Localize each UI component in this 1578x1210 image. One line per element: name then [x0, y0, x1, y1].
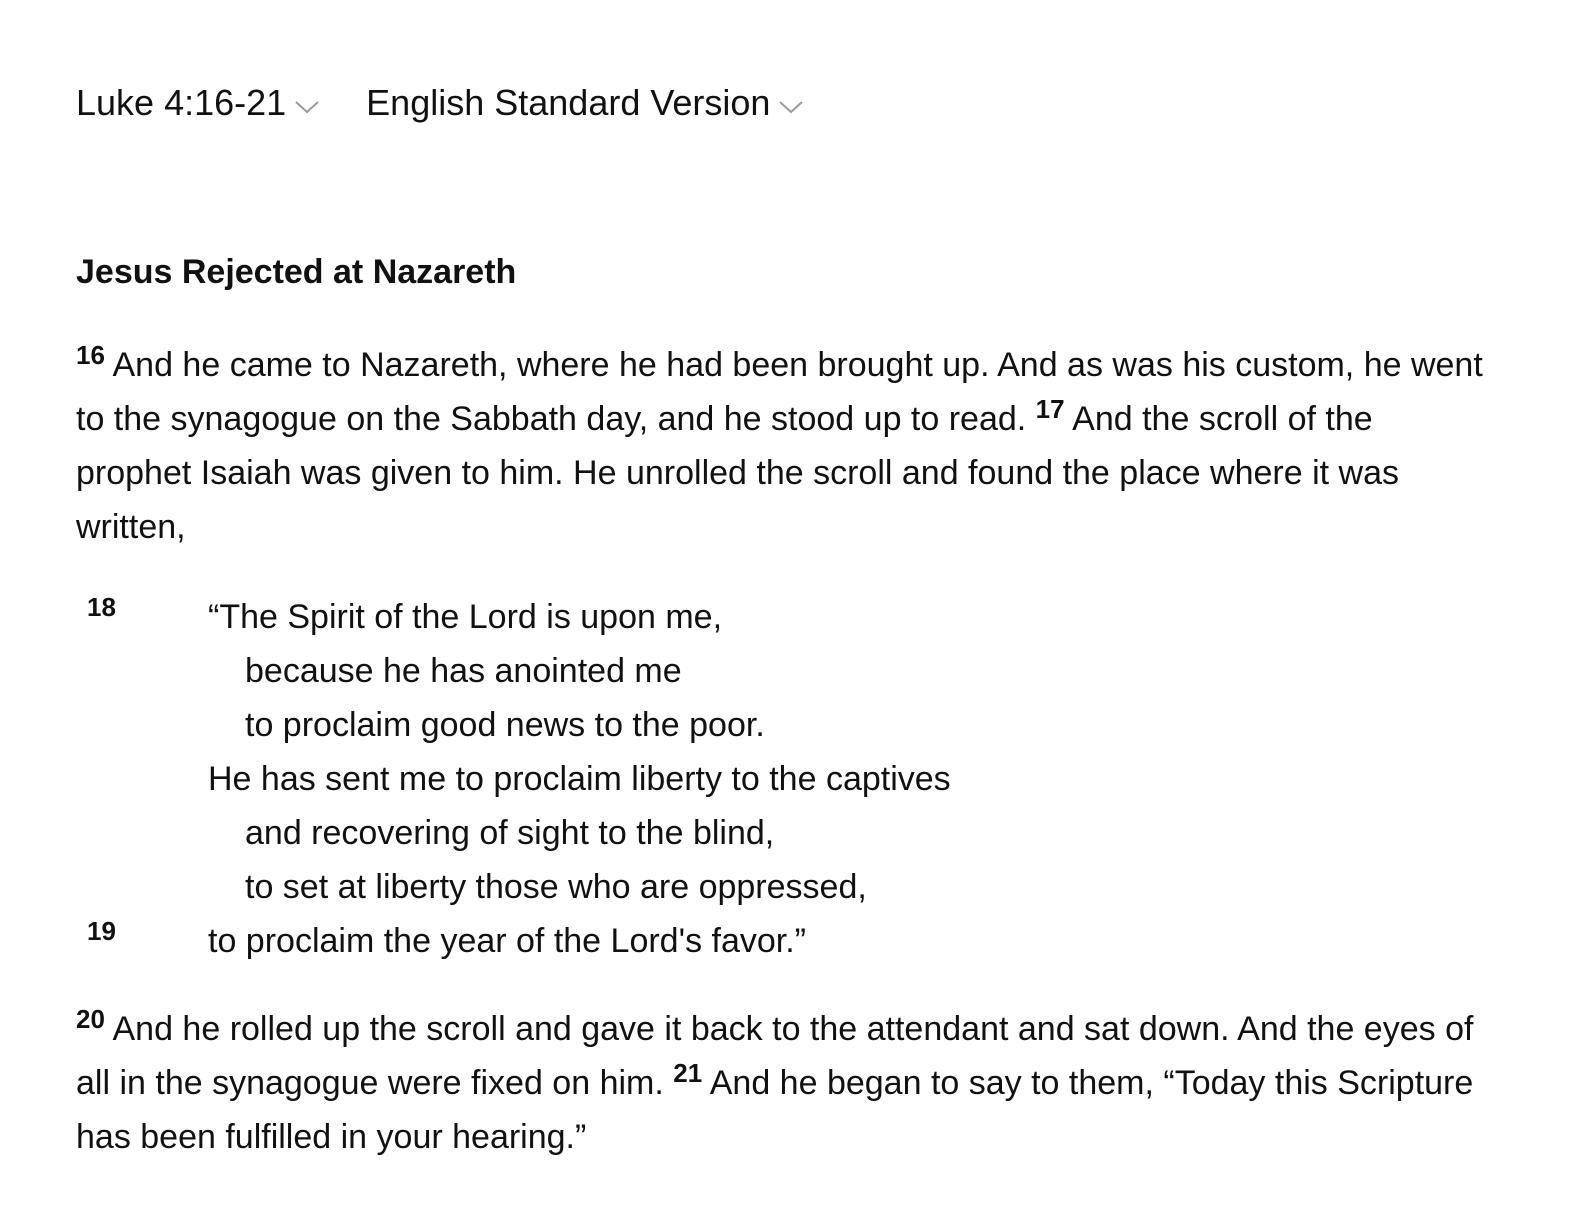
poetry-line-text: to proclaim good news to the poor. [245, 706, 765, 744]
poetry-line [76, 860, 1276, 914]
verse-number: 16 [76, 340, 105, 370]
poetry-line [76, 590, 1276, 644]
version-name: English Standard Version [366, 82, 771, 123]
poetry-line [76, 914, 1276, 968]
verse-text: And he came to Nazareth, where he had been brought up. And as was his custom, he went to the synagogue on the Sabbath day, and he stood up to read. [76, 346, 1483, 438]
verse-number: 21 [673, 1058, 703, 1088]
section-heading: Jesus Rejected at Nazareth [76, 253, 517, 291]
scripture-paragraph [76, 338, 1496, 554]
verse-number: 20 [76, 1004, 105, 1034]
poetry-line [76, 644, 1276, 698]
verse-number: 17 [1035, 394, 1065, 424]
verse-number: 18 [87, 592, 116, 622]
chevron-down-icon [778, 99, 804, 115]
chevron-down-icon [294, 99, 320, 115]
poetry-line-text: because he has anointed me [245, 652, 682, 690]
scripture-paragraph [76, 1002, 1496, 1164]
verse-number: 19 [87, 916, 116, 946]
passage-header [76, 80, 804, 126]
verse-text: And he began to say to them, “Today this Scripture has been fulfilled in your hearing.” [76, 1064, 1474, 1156]
poetry-line-text: to set at liberty those who are oppressed, [245, 868, 867, 906]
passage-selector[interactable] [76, 80, 320, 126]
version-selector[interactable] [366, 80, 804, 126]
passage-reference: Luke 4:16-21 [76, 82, 287, 123]
poetry-line [76, 806, 1276, 860]
poetry-line-text: “The Spirit of the Lord is upon me, [208, 598, 723, 636]
poetry-block [76, 590, 1276, 968]
poetry-line-text: He has sent me to proclaim liberty to the captives [208, 760, 951, 798]
verse-text: And the scroll of the prophet Isaiah was given to him. He unrolled the scroll and found the place where it was written, [76, 400, 1399, 546]
poetry-line-text: and recovering of sight to the blind, [245, 814, 775, 852]
verse-text: And he rolled up the scroll and gave it back to the attendant and sat down. And the eyes of all in the synagogue were fixed on him. [76, 1010, 1474, 1102]
poetry-line-text: to proclaim the year of the Lord's favor.” [208, 922, 807, 960]
poetry-line [76, 752, 1276, 806]
poetry-line [76, 698, 1276, 752]
